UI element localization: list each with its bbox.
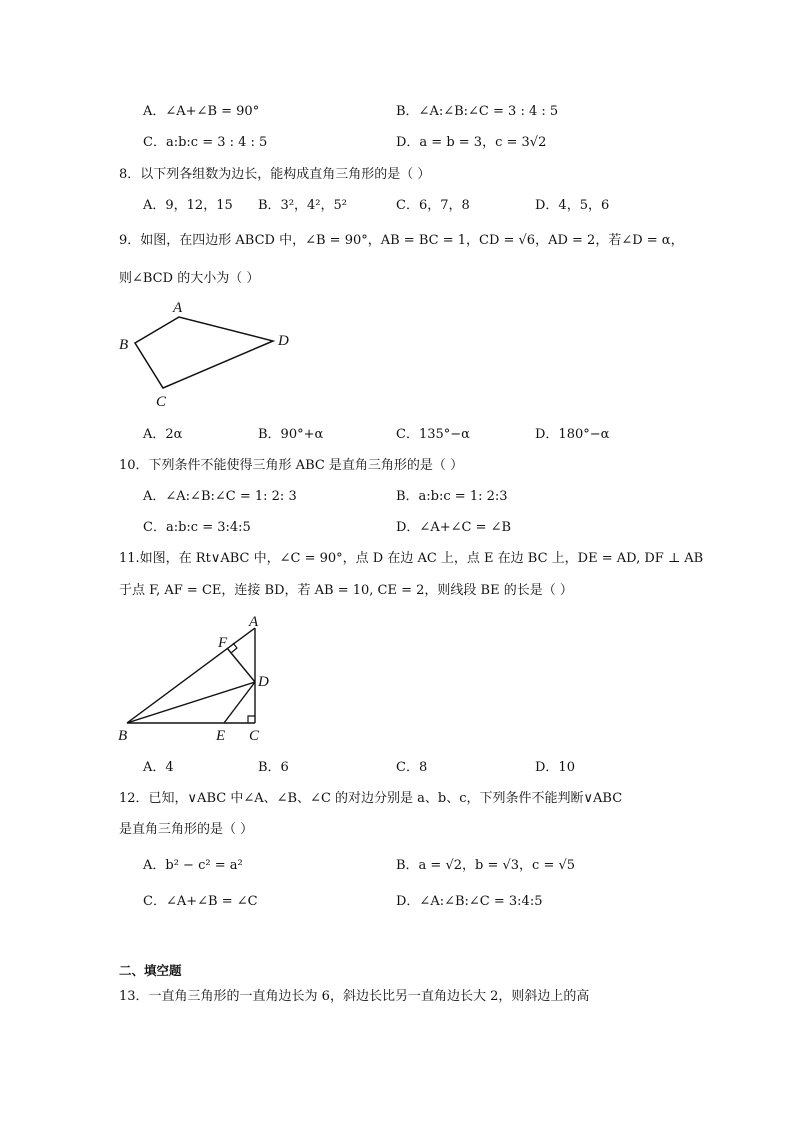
segment-ab	[127, 628, 255, 723]
q12-option-c: C．∠A+∠B = ∠C	[143, 894, 258, 909]
q11-option-a: A．4	[143, 760, 174, 775]
section-title-fill-in: 二、填空题	[119, 963, 182, 978]
q10-option-a: A．∠A:∠B:∠C = 1: 2: 3	[143, 489, 297, 504]
q7-option-c: C．a:b:c = 3 : 4 : 5	[143, 135, 268, 150]
q13-stem: 13．一直角三角形的一直角边长为 6，斜边长比另一直角边长大 2，则斜边上的高	[119, 989, 590, 1004]
quadrilateral-abcd	[135, 317, 273, 388]
q11-stem-line1: 11.如图，在 Rt∨ABC 中，∠C = 90°，点 D 在边 AC 上，点 E 在边 BC 上，DE = AD, DF ⊥ AB	[119, 551, 704, 566]
q9-stem-line2: 则∠BCD 的大小为（ ）	[119, 271, 260, 286]
q8-stem: 8．以下列各组数为边长，能构成直角三角形的是（ ）	[119, 167, 431, 182]
label-f: F	[218, 635, 228, 651]
q8-option-b: B．3²，4²，5²	[258, 198, 348, 213]
q12-stem-line2: 是直角三角形的是（ ）	[119, 822, 254, 837]
q12-option-b: B．a = √2，b = √3，c = √5	[396, 858, 576, 873]
segment-de	[224, 682, 255, 723]
label-d: D	[278, 333, 289, 349]
q7-option-a: A．∠A+∠B = 90°	[143, 104, 260, 119]
label-a: A	[173, 300, 183, 316]
q8-option-d: D．4，5，6	[535, 198, 610, 213]
label-c: C	[156, 394, 167, 410]
q11-option-b: B．6	[258, 760, 289, 775]
label-b: B	[119, 337, 129, 353]
q7-option-d: D．a = b = 3，c = 3√2	[396, 135, 547, 150]
label-e: E	[216, 728, 226, 744]
q9-stem-line1: 9．如图，在四边形 ABCD 中，∠B = 90°，AB = BC = 1，CD = √6，AD = 2，若∠D = α，	[119, 233, 684, 248]
label-a: A	[249, 614, 259, 630]
q11-stem-line2: 于点 F, AF = CE，连接 BD，若 AB = 10, CE = 2，则线段 BE 的长是（ ）	[119, 583, 573, 598]
q7-option-b: B．∠A:∠B:∠C = 3 : 4 : 5	[396, 104, 559, 119]
q11-triangle-figure	[110, 610, 290, 745]
q12-option-a: A．b² − c² = a²	[143, 858, 243, 873]
q8-option-a: A．9，12，15	[143, 198, 233, 213]
label-c: C	[249, 728, 260, 744]
q11-option-d: D．10	[535, 760, 575, 775]
q8-option-c: C．6，7，8	[396, 198, 470, 213]
q9-option-c: C．135°−α	[396, 427, 470, 442]
q9-quadrilateral-figure	[110, 295, 310, 415]
q10-stem: 10．下列条件不能使得三角形 ABC 是直角三角形的是（ ）	[119, 458, 464, 473]
label-d: D	[258, 674, 269, 690]
segment-bd	[127, 682, 255, 723]
label-b: B	[118, 728, 128, 744]
q12-stem-line1: 12．已知，∨ABC 中∠A、∠B、∠C 的对边分别是 a、b、c，下列条件不能判断∨ABC	[119, 791, 623, 806]
q10-option-d: D．∠A+∠C = ∠B	[396, 520, 512, 535]
q10-option-b: B．a:b:c = 1: 2:3	[396, 489, 508, 504]
q9-option-a: A．2α	[143, 427, 183, 442]
q9-option-b: B．90°+α	[258, 427, 324, 442]
right-angle-mark-c	[248, 716, 255, 723]
q11-option-c: C．8	[396, 760, 428, 775]
q12-option-d: D．∠A:∠B:∠C = 3:4:5	[396, 894, 543, 909]
q9-option-d: D．180°−α	[535, 427, 610, 442]
q10-option-c: C．a:b:c = 3:4:5	[143, 520, 251, 535]
